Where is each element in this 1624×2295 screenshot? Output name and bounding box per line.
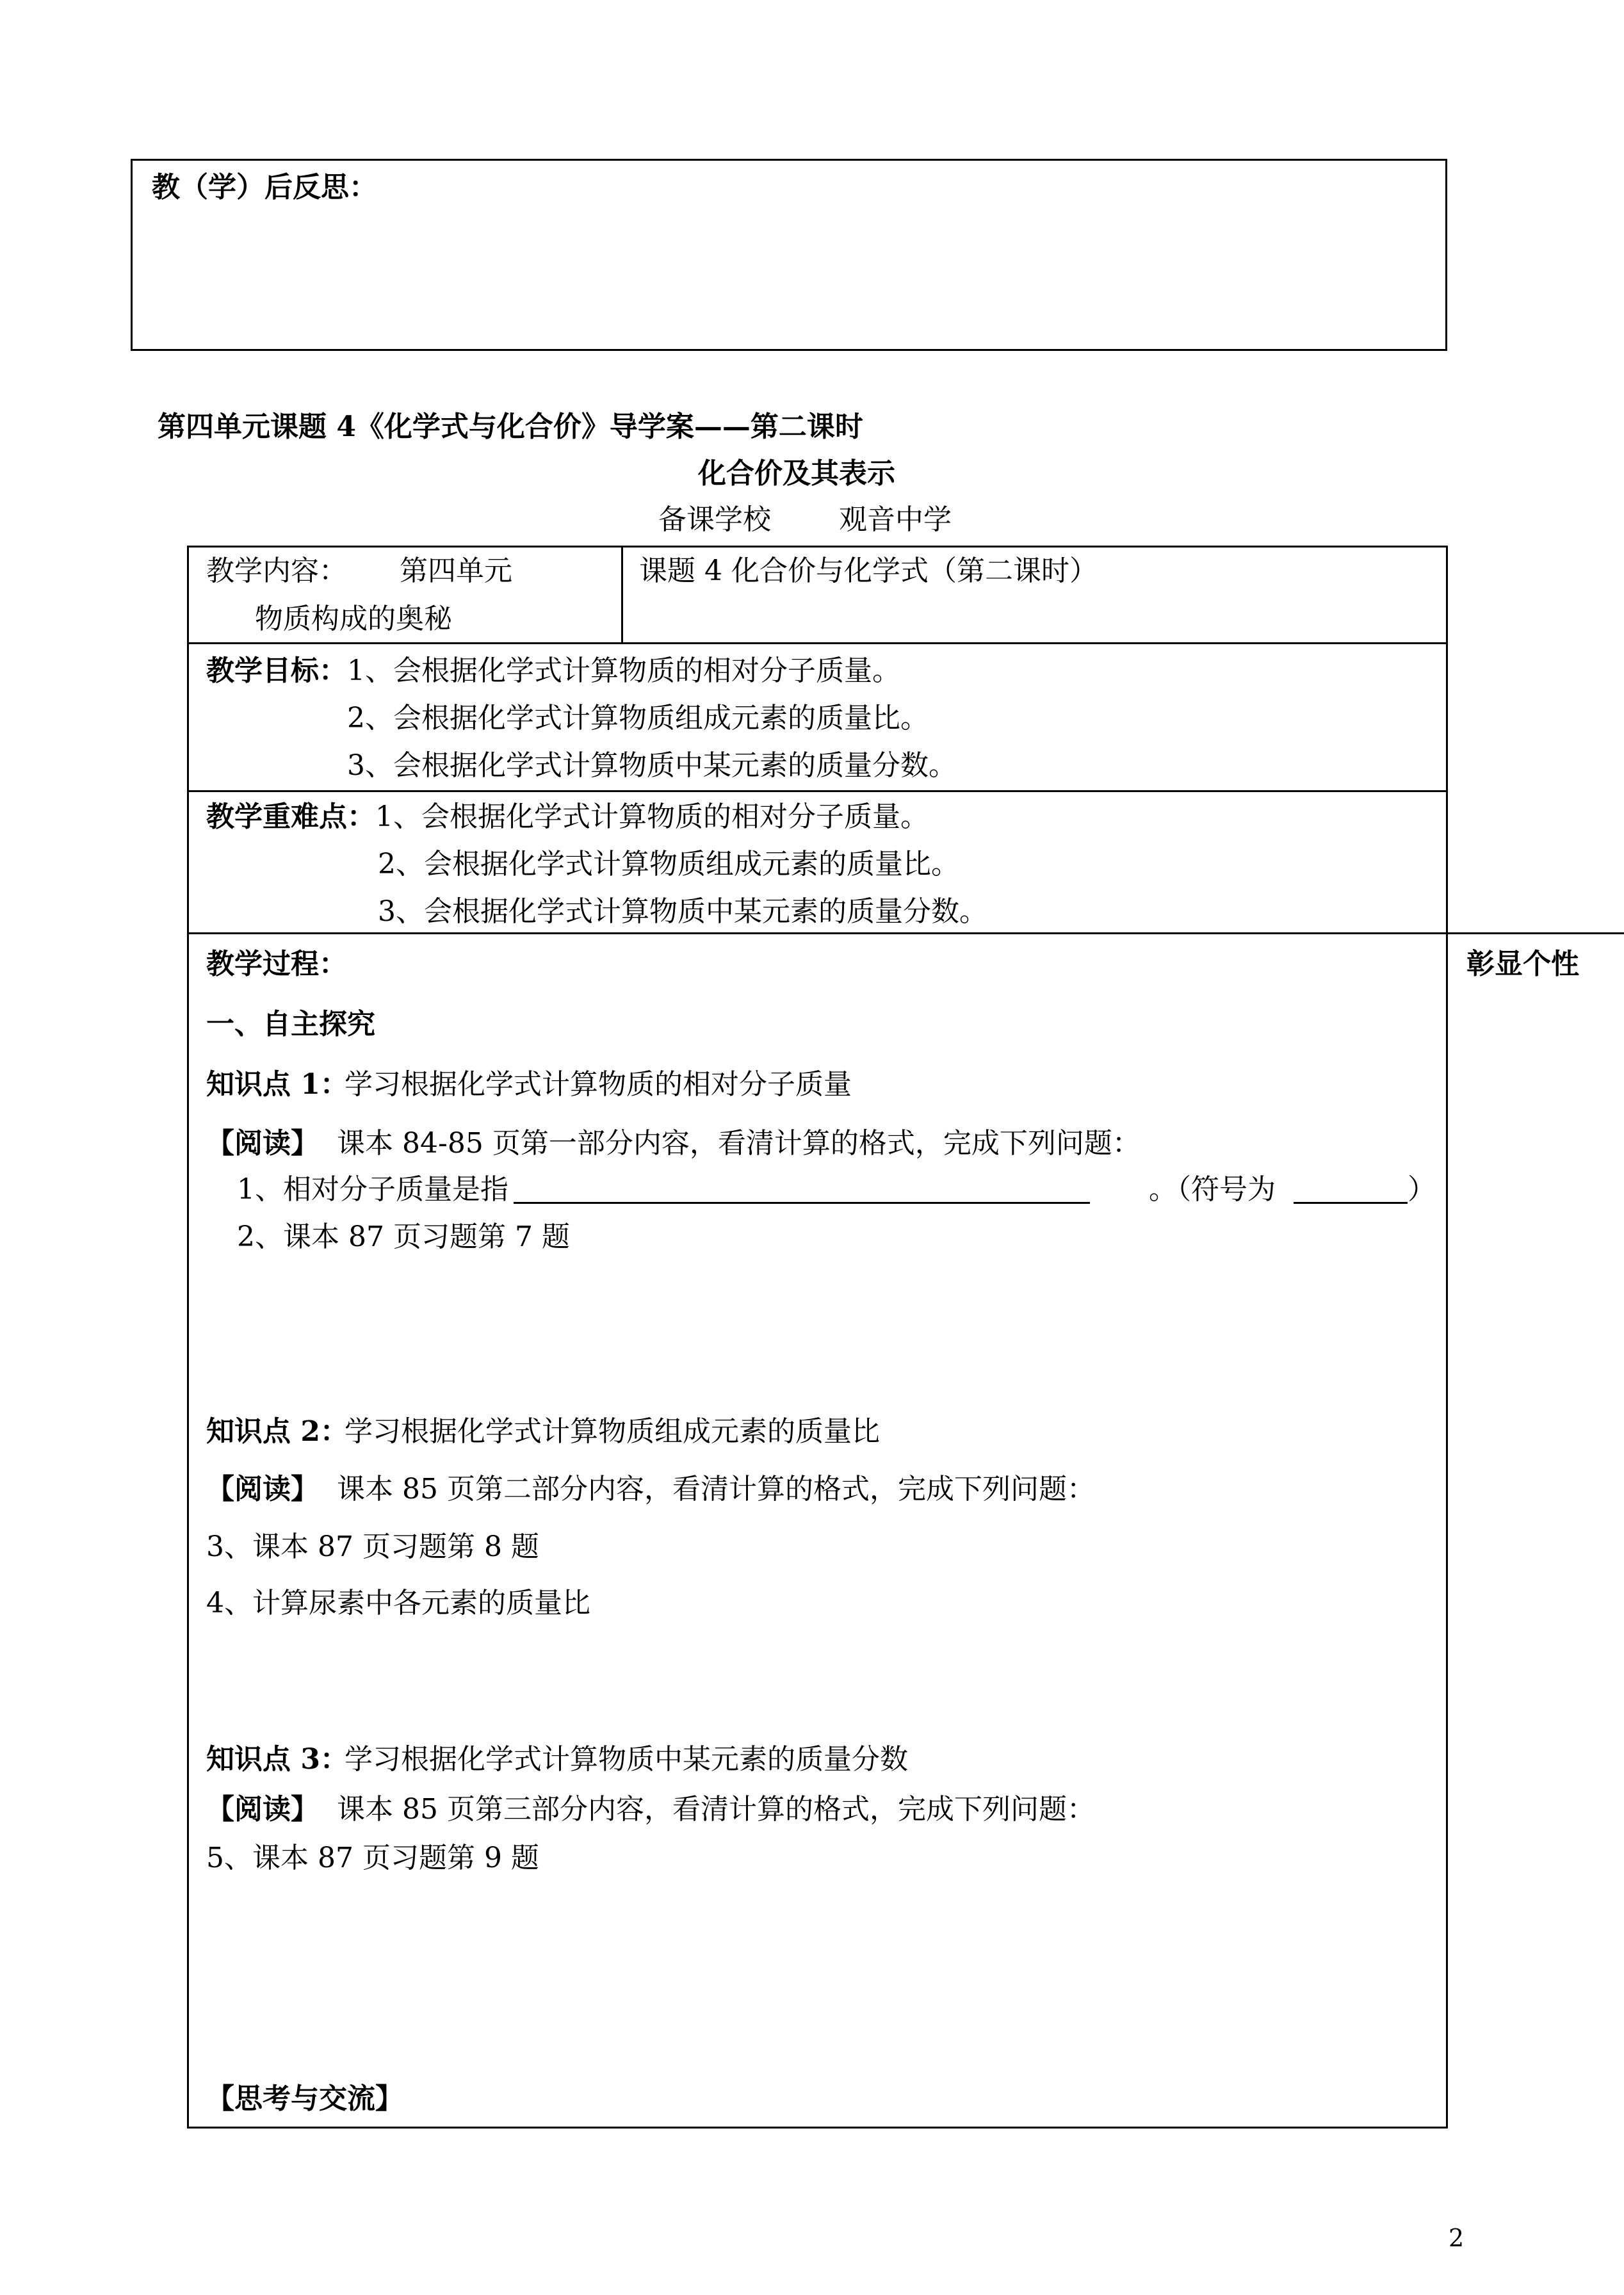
question-1-prefix: 1、相对分子质量是指 bbox=[237, 1173, 508, 1206]
table-border-right bbox=[1446, 546, 1448, 2129]
question-1-symbol bbox=[1149, 1173, 1436, 1206]
goal-item: 3、会根据化学式计算物质中某元素的质量分数。 bbox=[347, 749, 957, 782]
question-1-mid: 。（符号为 bbox=[1149, 1173, 1276, 1206]
reflection-label: 教（学）后反思： bbox=[152, 171, 377, 204]
question-5: 5、课本 87 页习题第 9 题 bbox=[206, 1842, 539, 1874]
reflection-box bbox=[131, 159, 1447, 351]
goal-item: 2、会根据化学式计算物质组成元素的质量比。 bbox=[347, 702, 929, 734]
process-label: 教学过程： bbox=[206, 948, 347, 980]
page-number: 2 bbox=[1449, 2224, 1465, 2252]
document-title: 第四单元课题 4《化学式与化合价》导学案——第二课时 bbox=[158, 410, 863, 443]
read-text: 课本 84-85 页第一部分内容，看清计算的格式，完成下列问题： bbox=[337, 1127, 1141, 1160]
content-unit-name: 物质构成的奥秘 bbox=[255, 603, 452, 635]
section-heading: 一、自主探究 bbox=[206, 1008, 375, 1041]
read-text: 课本 85 页第三部分内容，看清计算的格式，完成下列问题： bbox=[337, 1793, 1095, 1826]
answer-blank-definition[interactable] bbox=[514, 1176, 1090, 1204]
table-rule-bottom bbox=[187, 2127, 1448, 2129]
document-subtitle: 化合价及其表示 bbox=[698, 457, 895, 490]
knowledge-point-label: 知识点 1： bbox=[206, 1068, 348, 1101]
table-border-left bbox=[187, 546, 189, 2129]
knowledge-point-text: 学习根据化学式计算物质的相对分子质量 bbox=[345, 1068, 852, 1101]
table-rule-1 bbox=[187, 642, 1448, 644]
question-1 bbox=[237, 1173, 1090, 1206]
question-2: 2、课本 87 页习题第 7 题 bbox=[237, 1220, 570, 1253]
content-topic: 课题 4 化合价与化学式（第二课时） bbox=[639, 555, 1098, 587]
table-rule-2 bbox=[187, 790, 1448, 792]
knowledge-point-label: 知识点 2： bbox=[206, 1415, 348, 1448]
answer-blank-symbol[interactable] bbox=[1294, 1176, 1408, 1204]
question-4: 4、计算尿素中各元素的质量比 bbox=[206, 1587, 590, 1619]
knowledge-point-text: 学习根据化学式计算物质组成元素的质量比 bbox=[345, 1415, 880, 1448]
knowledge-point-text: 学习根据化学式计算物质中某元素的质量分数 bbox=[345, 1743, 908, 1776]
key-point-item: 1、会根据化学式计算物质的相对分子质量。 bbox=[375, 800, 929, 833]
table-rule-3 bbox=[187, 932, 1624, 934]
table-divider-content bbox=[621, 546, 623, 644]
knowledge-point-label: 知识点 3： bbox=[206, 1743, 348, 1776]
read-label: 【阅读】 bbox=[206, 1127, 319, 1160]
goals-label: 教学目标： bbox=[206, 654, 347, 687]
read-label: 【阅读】 bbox=[206, 1793, 319, 1826]
question-3: 3、课本 87 页习题第 8 题 bbox=[206, 1530, 539, 1563]
question-1-suffix: ） bbox=[1408, 1173, 1436, 1206]
read-text: 课本 85 页第二部分内容，看清计算的格式，完成下列问题： bbox=[337, 1473, 1095, 1505]
content-unit: 第四单元 bbox=[400, 555, 512, 587]
key-point-item: 2、会根据化学式计算物质组成元素的质量比。 bbox=[378, 848, 959, 880]
school-label: 备课学校 bbox=[658, 503, 771, 536]
goal-item: 1、会根据化学式计算物质的相对分子质量。 bbox=[347, 654, 900, 687]
table-rule-top bbox=[187, 546, 1448, 547]
key-point-item: 3、会根据化学式计算物质中某元素的质量分数。 bbox=[378, 895, 987, 928]
think-exchange-heading: 【思考与交流】 bbox=[206, 2082, 403, 2115]
read-label: 【阅读】 bbox=[206, 1473, 319, 1505]
side-column-label: 彰显个性 bbox=[1466, 948, 1579, 980]
content-label: 教学内容： bbox=[206, 555, 347, 587]
school-name: 观音中学 bbox=[839, 503, 952, 536]
key-points-label: 教学重难点： bbox=[206, 800, 375, 833]
